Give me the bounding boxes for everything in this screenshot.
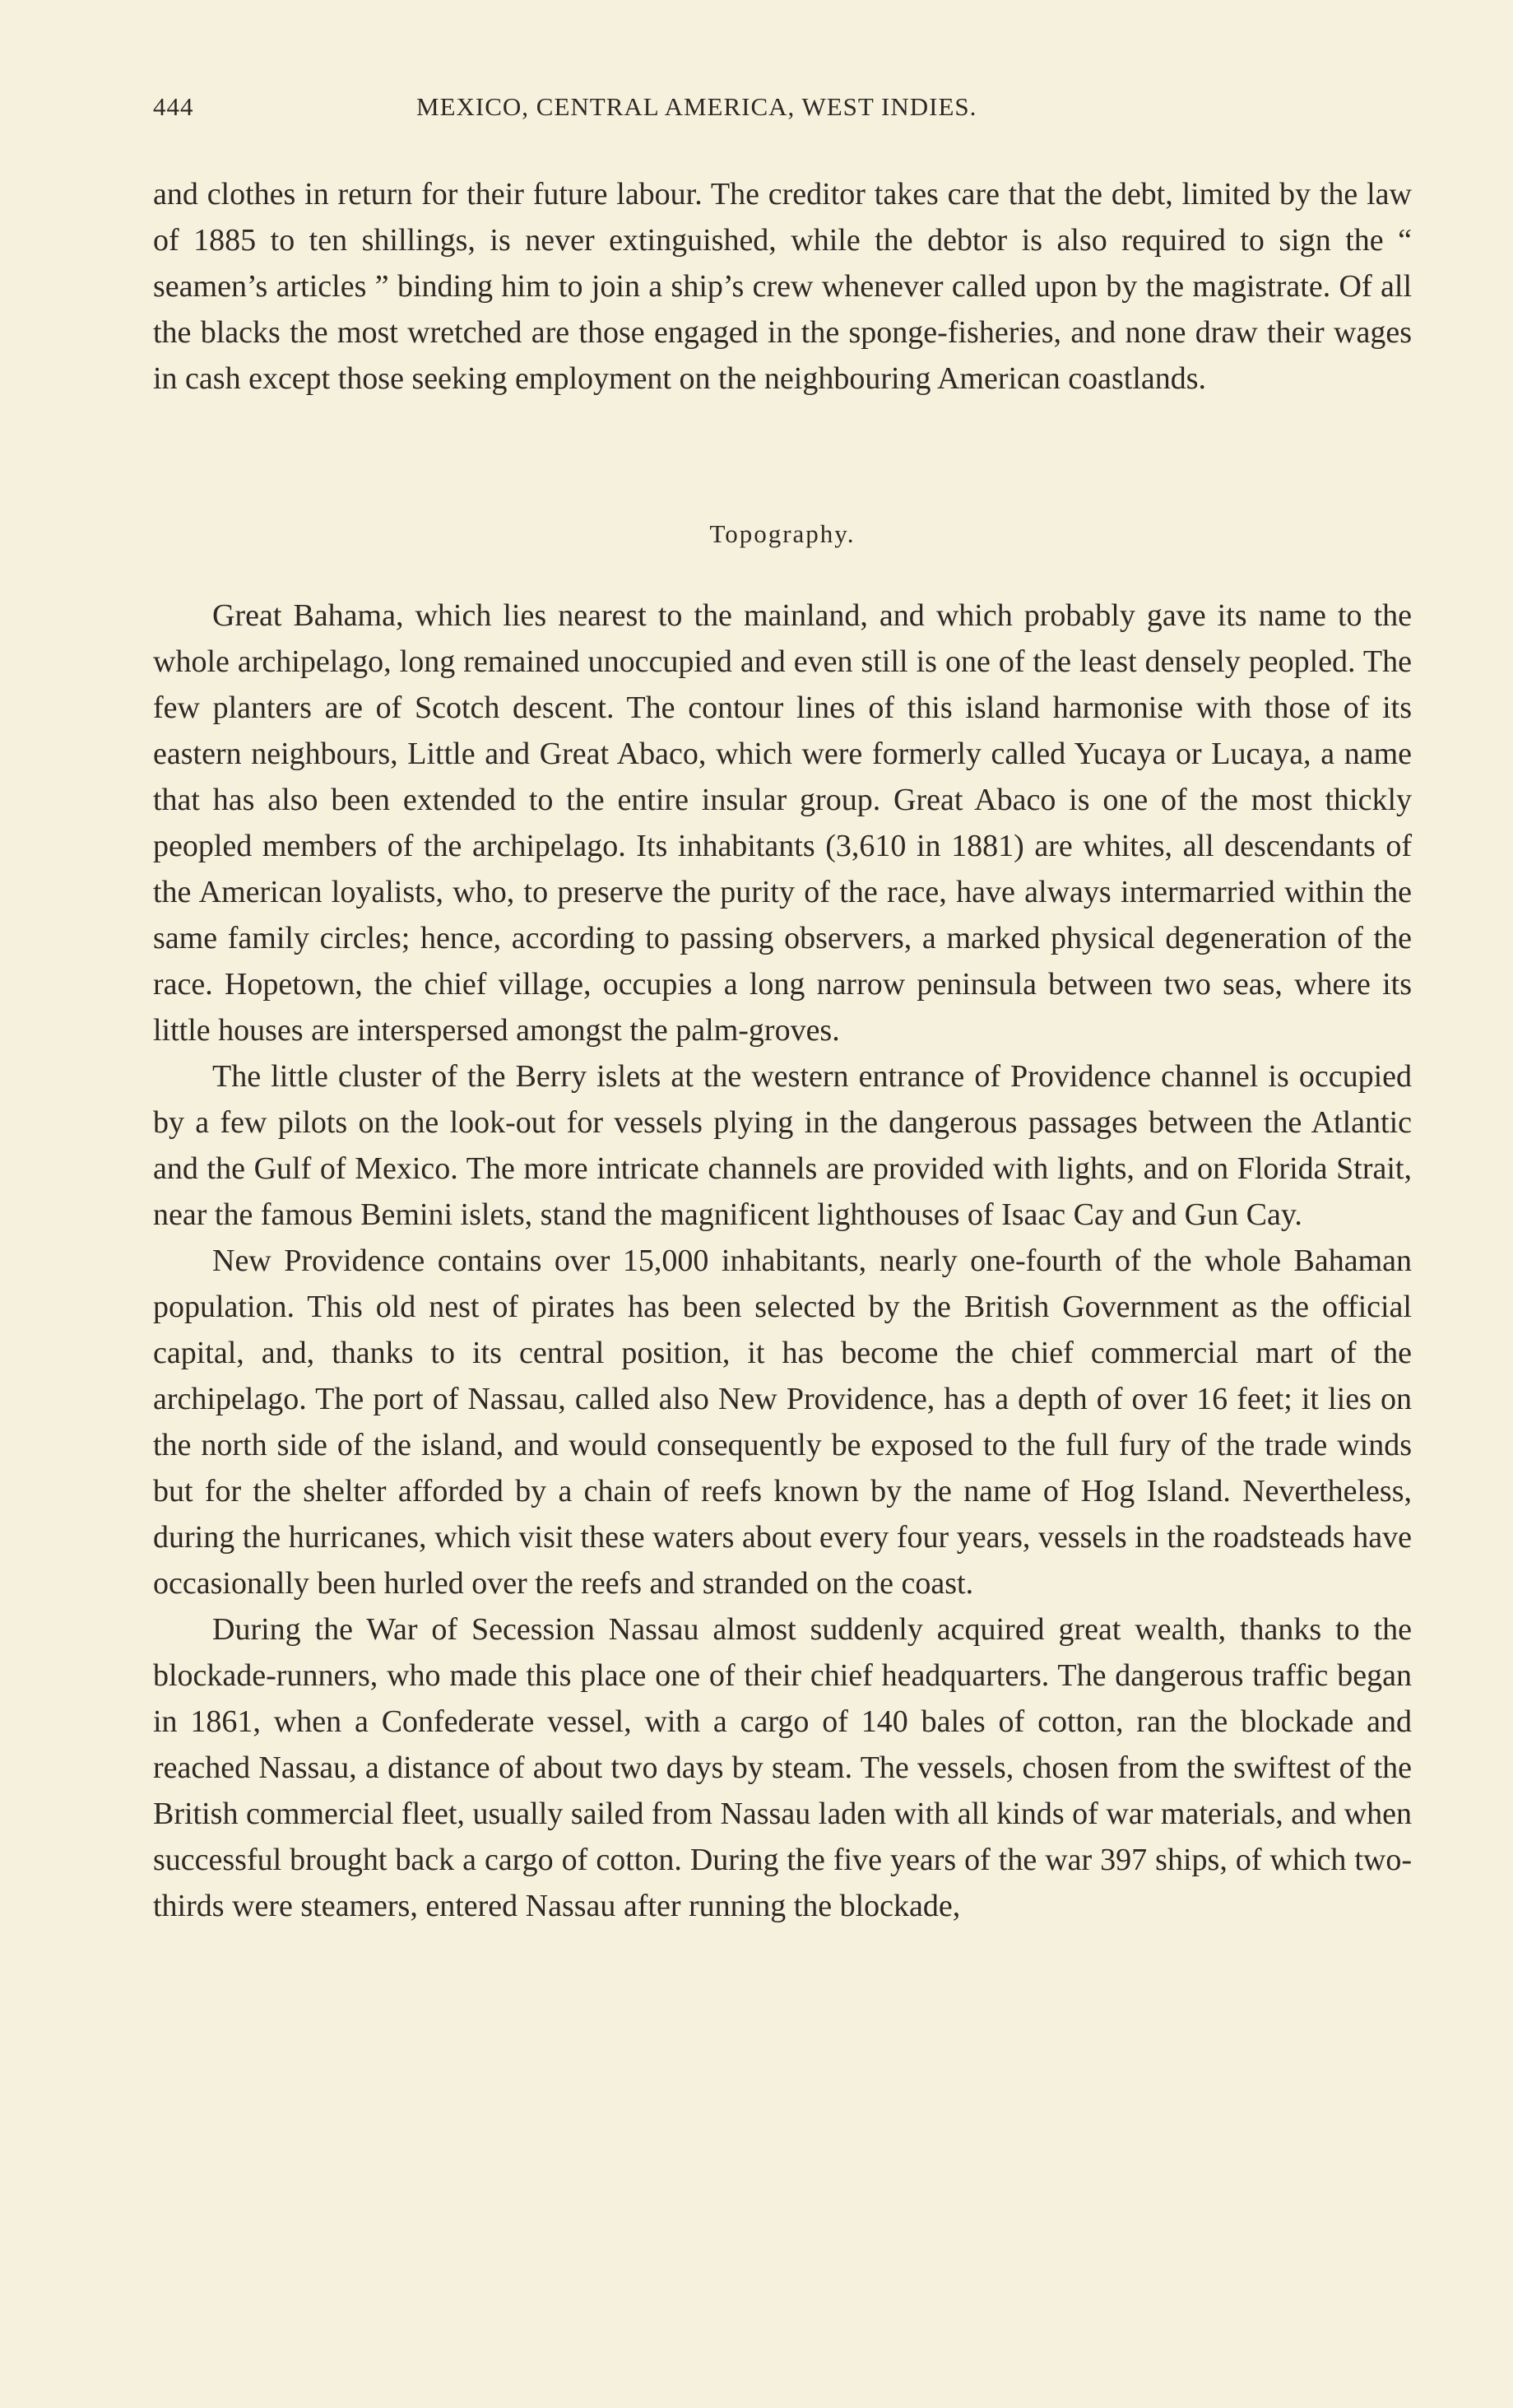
page-header [153, 92, 1316, 135]
paragraph-war-of-secession: During the War of Secession Nassau almost suddenly acquired great wealth, thanks to the blockade-runners, who made this place one of their chief headquarters. The dangerous traffic began in 1861, when a Confederate vessel, with a cargo of 140 bales of cotton, ran the blockade and reached Nassau, a distance of about two days by steam. The vessels, chosen from the swiftest of the British commercial fleet, usually sailed from Nassau laden with all kinds of war materials, and when successful brought back a cargo of cotton. During the five years of the war 397 ships, of which two-thirds were steamers, entered Nassau after running the blockade, [153, 1612, 1412, 1923]
intro-paragraph: and clothes in return for their future labour. The creditor takes care that the debt, limited by the law of 1885 to ten shillings, is never extinguished, while the debtor is also required to sign the “ seamen’s articles ” binding him to join a ship’s crew whenever called upon by the magistrate. Of all the blacks the most wretched are those engaged in the sponge-fisheries, and none draw their wages in cash except those seeking employment on the neighbouring American coastlands. [153, 177, 1412, 396]
paragraph-new-providence: New Providence contains over 15,000 inhabitants, nearly one-fourth of the whole Bahaman population. This old nest of pirates has been selected by the British Government as the official capital, and, thanks to its central position, it has become the chief commercial mart of the archipelago. The port of Nassau, called also New Providence, has a depth of over 16 feet; it lies on the north side of the island, and would consequently be exposed to the full fury of the trade winds but for the shelter afforded by a chain of reefs known by the name of Hog Island. Nevertheless, during the hurricanes, which visit these waters about every four years, vessels in the roadsteads have occasionally been hurled over the reefs and stranded on the coast. [153, 1244, 1412, 1601]
intro-text-block [153, 171, 1412, 402]
page-number: 444 [153, 92, 194, 121]
paragraph-berry-islets: The little cluster of the Berry islets at the western entrance of Providence channel is occupied by a few pilots on the look-out for vessels plying in the dangerous passages between the Atlantic and the Gulf of Mexico. The more intricate channels are provided with lights, and on Florida Strait, near the famous Bemini islets, stand the magnificent lighthouses of Isaac Cay and Gun Cay. [153, 1059, 1412, 1232]
running-title: MEXICO, CENTRAL AMERICA, WEST INDIES. [416, 92, 977, 121]
main-text-block [153, 593, 1412, 1929]
section-heading: Topography. [709, 519, 856, 548]
paragraph-great-bahama: Great Bahama, which lies nearest to the mainland, and which probably gave its name to the whole archipelago, long remained unoccupied and even still is one of the least densely peopled. The few planters are of Scotch descent. The contour lines of this island harmonise with those of its eastern neighbours, Little and Great Abaco, which were formerly called Yucaya or Lucaya, a name that has also been extended to the entire insular group. Great Abaco is one of the most thickly peopled members of the archipelago. Its inhabitants (3,610 in 1881) are whites, all descendants of the American loyalists, who, to preserve the purity of the race, have always intermarried within the same family circles; hence, according to passing observers, a marked physical degeneration of the race. Hopetown, the chief village, occupies a long narrow peninsula between two seas, where its little houses are interspersed amongst the palm-groves. [153, 598, 1412, 1048]
